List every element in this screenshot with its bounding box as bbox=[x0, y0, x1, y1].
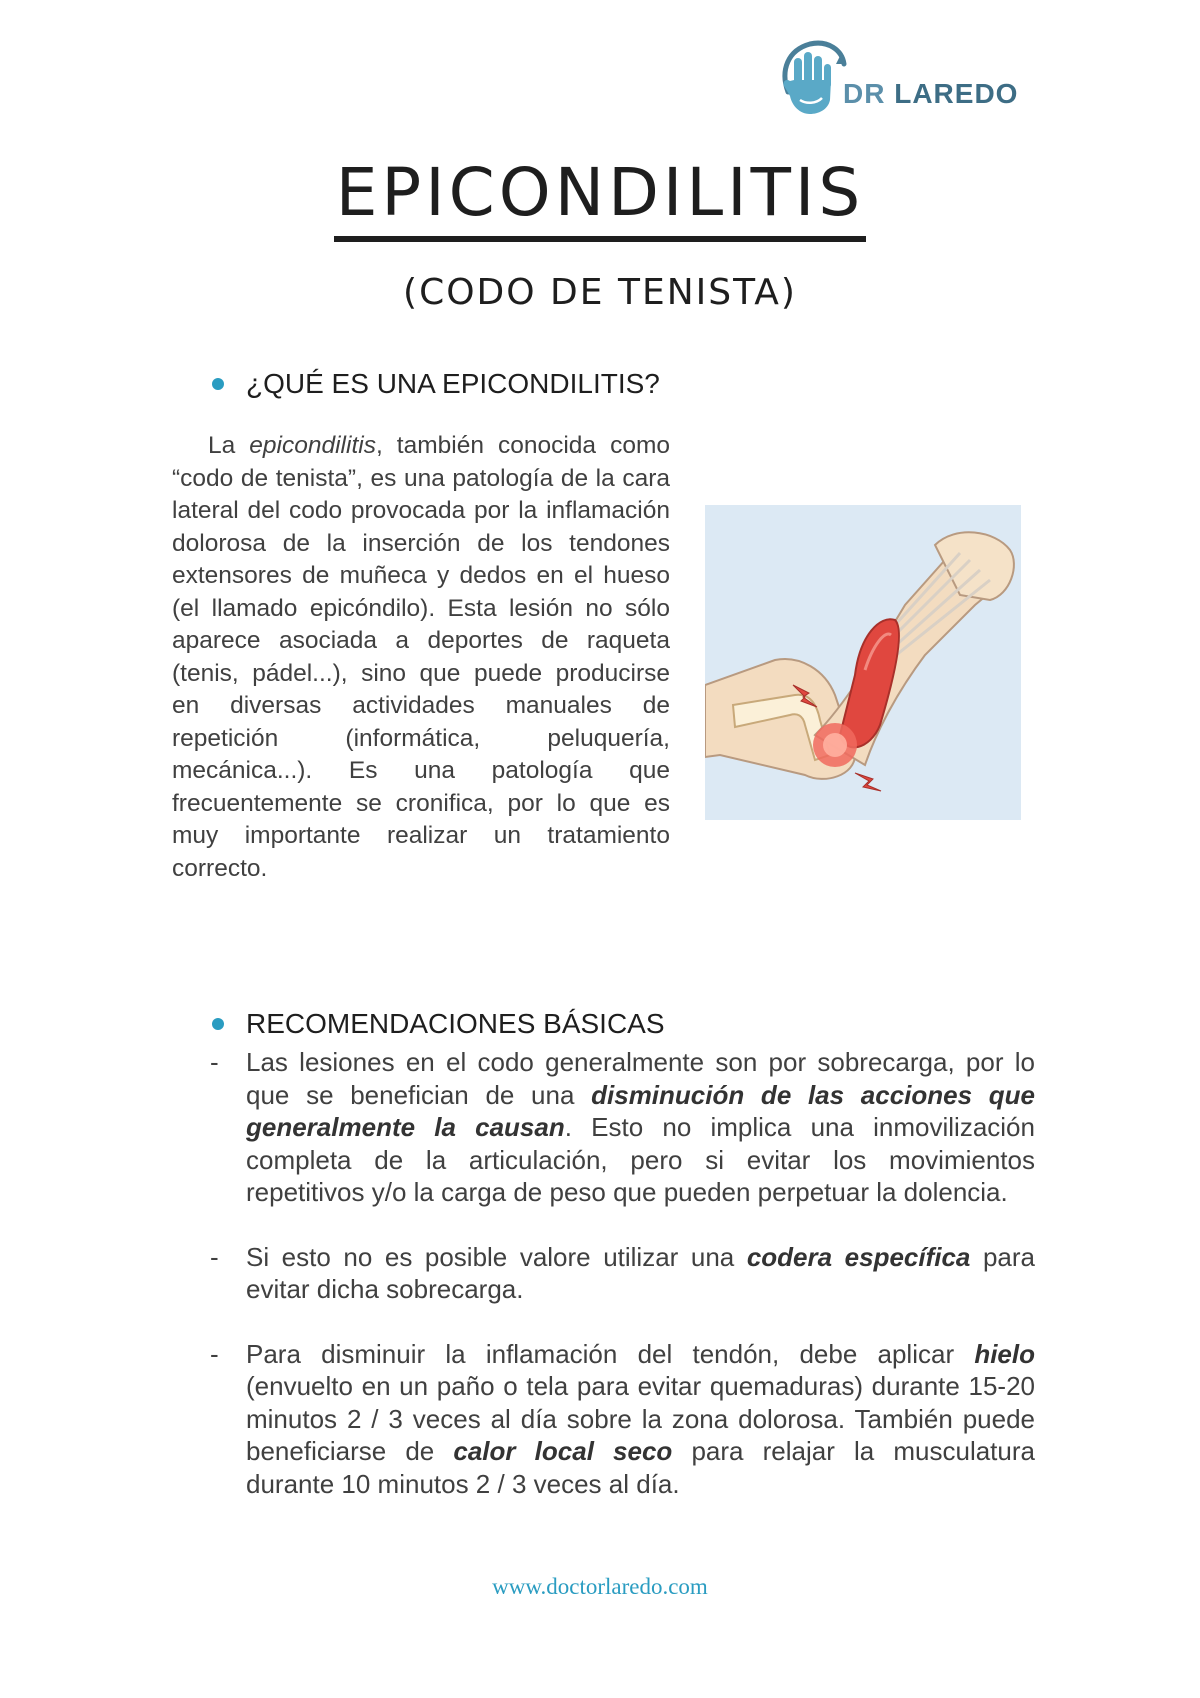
dash-marker: - bbox=[210, 1047, 219, 1077]
elbow-illustration bbox=[705, 505, 1021, 820]
title-block bbox=[0, 154, 1200, 242]
section-heading-what bbox=[210, 368, 660, 400]
section-heading-text: ¿QUÉ ES UNA EPICONDILITIS? bbox=[246, 368, 660, 399]
hand-icon bbox=[770, 30, 850, 120]
list-item: - Las lesiones en el codo generalmente son por sobrecarga, por lo que se benefician de una disminución de las acciones que generalmente la causan. Esto no implica una inmovilización completa de la articulación, pero si evitar los movimientos repetitivos y/o la carga de peso que pueden perpetuar la dolencia. bbox=[210, 1047, 1035, 1207]
definition-paragraph: La epicondilitis, también conocida como “codo de tenista”, es una patología de la cara lateral del codo provocada por la inflamación dolorosa de la inserción de los tendones extensores de muñeca y dedos en el hueso (el llamado epicóndilo). Esta lesión no sólo aparece asociada a deportes de raqueta (tenis, pádel...), sino que puede producirse en diversas actividades manuales de repetición (informática, peluquería, mecánica...). Es una patología que frecuentemente se cronifica, por lo que es muy importante realizar un tratamiento correcto. bbox=[172, 432, 671, 882]
logo bbox=[770, 30, 1030, 120]
page-subtitle: (CODO DE TENISTA) bbox=[403, 272, 797, 313]
logo-text: DR LAREDO bbox=[843, 78, 1019, 109]
list-item: - Para disminuir la inflamación del tendón, debe aplicar hielo (envuelto en un paño o tela para evitar quemaduras) durante 15-20 minutos 2 / 3 veces al día sobre la zona dolorosa. También puede beneficiarse de calor local seco para relajar la musculatura durante 10 minutos 2 / 3 veces al día. bbox=[210, 1338, 1035, 1499]
footer-url[interactable]: www.doctorlaredo.com bbox=[492, 1574, 708, 1599]
page-title: EPICONDILITIS bbox=[334, 160, 867, 242]
list-item: - Si esto no es posible valore utilizar una codera específica para evitar dicha sobrecarga. bbox=[210, 1241, 1036, 1304]
section-heading-text: RECOMENDACIONES BÁSICAS bbox=[246, 1008, 665, 1039]
recommendations-list bbox=[210, 1046, 1035, 1532]
section-heading-recommendations bbox=[210, 1008, 665, 1040]
dash-marker: - bbox=[210, 1241, 219, 1272]
bullet-icon bbox=[212, 378, 224, 390]
bullet-icon bbox=[212, 1018, 224, 1030]
dash-marker: - bbox=[210, 1338, 219, 1369]
